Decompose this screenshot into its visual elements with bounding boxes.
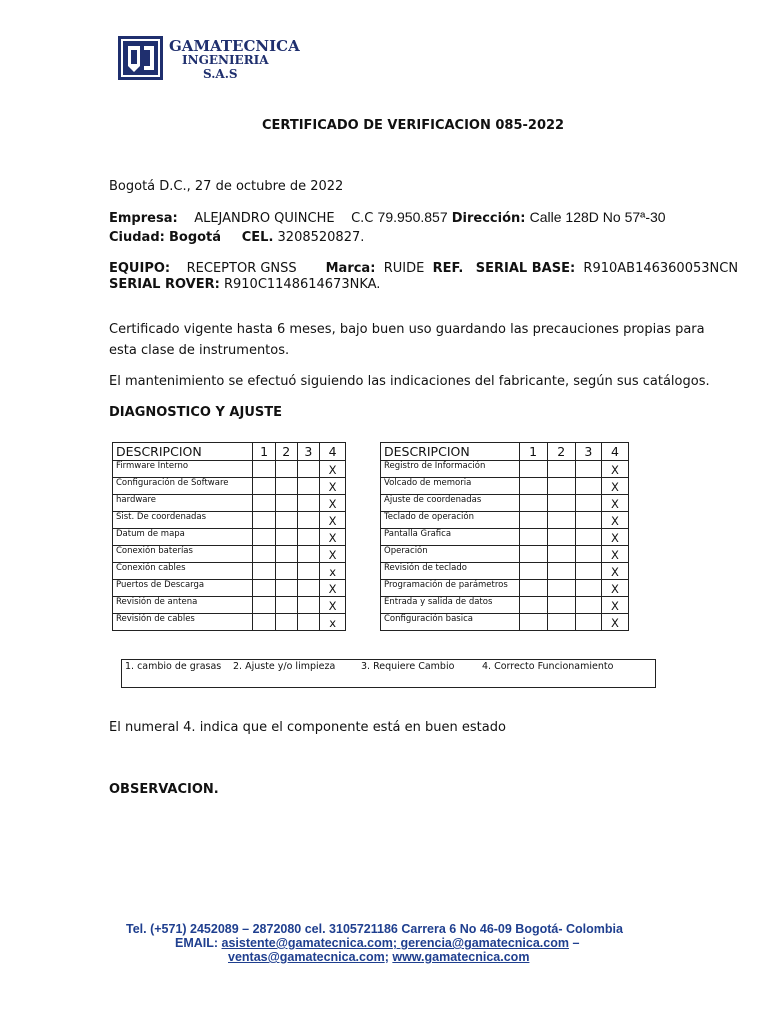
legend-item-1: 1. cambio de grasas bbox=[125, 661, 222, 672]
cel-value: 3208520827. bbox=[277, 230, 365, 245]
equipo-line bbox=[109, 261, 738, 276]
row-description: Sist. De coordenadas bbox=[113, 512, 253, 529]
email-link-asistente[interactable]: asistente@gamatecnica.com bbox=[221, 936, 393, 950]
table-row bbox=[381, 546, 629, 563]
marca-value: RUIDE bbox=[383, 261, 425, 276]
equipo-label: EQUIPO: bbox=[109, 261, 171, 276]
row-col-4-mark: X bbox=[601, 461, 628, 478]
header-col-1: 1 bbox=[253, 443, 276, 461]
row-col-3 bbox=[575, 563, 601, 580]
empresa-label: Empresa: bbox=[109, 211, 178, 226]
ciudad-label: Ciudad: bbox=[109, 230, 165, 245]
certificate-title: CERTIFICADO DE VERIFICACION 085-2022 bbox=[262, 118, 565, 133]
equipo-value: RECEPTOR GNSS bbox=[186, 261, 297, 276]
row-col-3 bbox=[575, 580, 601, 597]
row-col-3 bbox=[297, 546, 320, 563]
table-row bbox=[381, 614, 629, 631]
row-col-2 bbox=[275, 546, 297, 563]
table-row bbox=[113, 580, 346, 597]
row-col-3 bbox=[297, 478, 320, 495]
table-row bbox=[113, 614, 346, 631]
row-col-4-mark: X bbox=[601, 614, 628, 631]
row-col-1 bbox=[519, 546, 547, 563]
table-row bbox=[381, 597, 629, 614]
row-col-4-mark: X bbox=[320, 529, 346, 546]
row-description: Conexión cables bbox=[113, 563, 253, 580]
row-col-3 bbox=[297, 614, 320, 631]
legend-item-4: 4. Correcto Funcionamiento bbox=[482, 661, 614, 672]
row-description: Programación de parámetros bbox=[381, 580, 520, 597]
email-link-ventas[interactable]: ventas@gamatecnica.com bbox=[228, 950, 385, 964]
row-col-1 bbox=[519, 461, 547, 478]
row-col-4-mark: X bbox=[601, 512, 628, 529]
row-col-1 bbox=[253, 495, 276, 512]
row-col-2 bbox=[547, 614, 575, 631]
row-col-4-mark: X bbox=[601, 478, 628, 495]
empresa-value: ALEJANDRO QUINCHE bbox=[194, 211, 335, 226]
diagnostic-table-left bbox=[112, 442, 346, 631]
table-row bbox=[381, 563, 629, 580]
header-col-3: 3 bbox=[575, 443, 601, 461]
table-row bbox=[113, 597, 346, 614]
row-col-4-mark: X bbox=[320, 461, 346, 478]
row-col-1 bbox=[253, 461, 276, 478]
maintenance-paragraph: El mantenimiento se efectuó siguiendo las indicaciones del fabricante, según sus catálogos. bbox=[109, 374, 710, 389]
row-col-3 bbox=[575, 614, 601, 631]
row-description: Pantalla Grafica bbox=[381, 529, 520, 546]
logo-subtitle: INGENIERIA bbox=[182, 53, 269, 67]
row-col-1 bbox=[519, 580, 547, 597]
row-description: Volcado de memoria bbox=[381, 478, 520, 495]
legend-item-3: 3. Requiere Cambio bbox=[361, 661, 455, 672]
legend-item-2: 2. Ajuste y/o limpieza bbox=[233, 661, 336, 672]
row-col-3 bbox=[575, 512, 601, 529]
row-col-2 bbox=[275, 478, 297, 495]
row-col-2 bbox=[275, 563, 297, 580]
row-col-3 bbox=[297, 529, 320, 546]
table-row bbox=[113, 478, 346, 495]
legend-box bbox=[121, 659, 656, 688]
cc-value: 79.950.857 bbox=[377, 209, 448, 225]
row-col-2 bbox=[275, 580, 297, 597]
header-col-2: 2 bbox=[547, 443, 575, 461]
validity-paragraph-line1: Certificado vigente hasta 6 meses, bajo buen uso guardando las precauciones propias para bbox=[109, 322, 705, 337]
row-col-3 bbox=[575, 546, 601, 563]
row-description: Revisión de teclado bbox=[381, 563, 520, 580]
row-col-3 bbox=[297, 597, 320, 614]
marca-label: Marca: bbox=[325, 261, 376, 276]
row-col-4-mark: X bbox=[320, 495, 346, 512]
row-col-1 bbox=[253, 563, 276, 580]
row-col-3 bbox=[297, 563, 320, 580]
cel-label: CEL. bbox=[241, 230, 274, 245]
row-col-1 bbox=[519, 512, 547, 529]
header-description: DESCRIPCION bbox=[381, 443, 520, 461]
row-col-1 bbox=[519, 563, 547, 580]
row-col-3 bbox=[575, 478, 601, 495]
row-description: Revisión de cables bbox=[113, 614, 253, 631]
numeral-note: El numeral 4. indica que el componente está en buen estado bbox=[109, 720, 506, 735]
row-col-4-mark: X bbox=[601, 529, 628, 546]
serial-base-value: R910AB146360053NCN bbox=[583, 261, 739, 276]
cc-label: C.C bbox=[351, 211, 374, 226]
row-col-3 bbox=[297, 495, 320, 512]
row-col-3 bbox=[575, 495, 601, 512]
footer-email-label: EMAIL: bbox=[175, 936, 222, 950]
row-col-3 bbox=[297, 580, 320, 597]
table-row bbox=[381, 461, 629, 478]
row-col-3 bbox=[575, 529, 601, 546]
header-description: DESCRIPCION bbox=[113, 443, 253, 461]
row-col-1 bbox=[253, 597, 276, 614]
footer-email-line bbox=[175, 936, 579, 950]
footer-separator: ; bbox=[384, 950, 393, 964]
row-description: Entrada y salida de datos bbox=[381, 597, 520, 614]
footer-web-line bbox=[228, 950, 529, 964]
row-description: Configuración basica bbox=[381, 614, 520, 631]
row-col-1 bbox=[519, 495, 547, 512]
table-row bbox=[381, 580, 629, 597]
row-col-1 bbox=[253, 580, 276, 597]
table-header-row bbox=[381, 443, 629, 461]
ciudad-line bbox=[109, 230, 364, 245]
row-description: Conexión baterías bbox=[113, 546, 253, 563]
row-col-4-mark: X bbox=[601, 546, 628, 563]
table-row bbox=[381, 512, 629, 529]
date-line: Bogotá D.C., 27 de octubre de 2022 bbox=[109, 179, 344, 194]
row-col-4-mark: X bbox=[320, 478, 346, 495]
row-col-3 bbox=[575, 597, 601, 614]
ref-label: REF. bbox=[432, 261, 464, 276]
observation-label: OBSERVACION. bbox=[109, 782, 219, 797]
row-col-4-mark: X bbox=[320, 546, 346, 563]
row-col-1 bbox=[253, 546, 276, 563]
row-col-4-mark: X bbox=[601, 563, 628, 580]
row-col-2 bbox=[275, 461, 297, 478]
row-col-2 bbox=[275, 495, 297, 512]
row-description: Firmware Interno bbox=[113, 461, 253, 478]
row-description: hardware bbox=[113, 495, 253, 512]
row-description: Datum de mapa bbox=[113, 529, 253, 546]
logo-name: GAMATECNICA bbox=[169, 37, 300, 55]
table-row bbox=[113, 563, 346, 580]
row-col-1 bbox=[519, 614, 547, 631]
table-row bbox=[381, 495, 629, 512]
row-col-1 bbox=[253, 478, 276, 495]
ciudad-value: Bogotá bbox=[168, 230, 222, 245]
table-header-row bbox=[113, 443, 346, 461]
row-col-4-mark: X bbox=[601, 597, 628, 614]
row-col-4-mark: X bbox=[601, 580, 628, 597]
table-row bbox=[113, 529, 346, 546]
header-col-3: 3 bbox=[297, 443, 320, 461]
serial-base-label: SERIAL BASE: bbox=[475, 261, 576, 276]
row-description: Puertos de Descarga bbox=[113, 580, 253, 597]
row-col-4-mark: x bbox=[320, 614, 346, 631]
row-col-1 bbox=[519, 478, 547, 495]
table-row bbox=[113, 512, 346, 529]
diagnostic-heading: DIAGNOSTICO Y AJUSTE bbox=[109, 405, 282, 420]
email-separator: ; bbox=[392, 936, 401, 950]
serial-rover-value: R910C1148614673NKA. bbox=[223, 277, 381, 292]
diagnostic-table-right bbox=[380, 442, 629, 631]
table-row bbox=[381, 478, 629, 495]
gamatecnica-logo-icon bbox=[118, 36, 163, 80]
header-col-4: 4 bbox=[601, 443, 628, 461]
row-col-3 bbox=[297, 512, 320, 529]
row-col-2 bbox=[275, 529, 297, 546]
row-col-2 bbox=[547, 597, 575, 614]
row-col-2 bbox=[275, 614, 297, 631]
header-col-4: 4 bbox=[320, 443, 346, 461]
row-col-2 bbox=[547, 495, 575, 512]
row-description: Registro de Información bbox=[381, 461, 520, 478]
footer-contact-line: Tel. (+571) 2452089 – 2872080 cel. 3105721186 Carrera 6 No 46-09 Bogotá- Colombia bbox=[126, 922, 623, 936]
table-row bbox=[113, 461, 346, 478]
row-col-4-mark: x bbox=[320, 563, 346, 580]
row-col-2 bbox=[547, 512, 575, 529]
row-col-3 bbox=[575, 461, 601, 478]
direccion-value: Calle 128D No 57ª-30 bbox=[529, 209, 666, 225]
row-col-2 bbox=[275, 512, 297, 529]
row-col-2 bbox=[547, 546, 575, 563]
direccion-label: Dirección: bbox=[451, 211, 526, 226]
row-col-3 bbox=[297, 461, 320, 478]
empresa-line bbox=[109, 209, 666, 226]
row-col-1 bbox=[253, 614, 276, 631]
row-col-1 bbox=[253, 529, 276, 546]
table-row bbox=[113, 546, 346, 563]
row-col-2 bbox=[275, 597, 297, 614]
row-description: Teclado de operación bbox=[381, 512, 520, 529]
validity-paragraph-line2: esta clase de instrumentos. bbox=[109, 343, 290, 358]
row-col-2 bbox=[547, 529, 575, 546]
row-col-2 bbox=[547, 478, 575, 495]
row-col-1 bbox=[519, 597, 547, 614]
row-description: Ajuste de coordenadas bbox=[381, 495, 520, 512]
row-col-2 bbox=[547, 580, 575, 597]
header-col-1: 1 bbox=[519, 443, 547, 461]
logo-sas: S.A.S bbox=[203, 67, 238, 81]
row-description: Configuración de Software bbox=[113, 478, 253, 495]
row-description: Operación bbox=[381, 546, 520, 563]
serial-rover-line bbox=[109, 277, 380, 292]
header-col-2: 2 bbox=[275, 443, 297, 461]
row-col-4-mark: X bbox=[601, 495, 628, 512]
row-col-4-mark: X bbox=[320, 580, 346, 597]
row-col-4-mark: X bbox=[320, 512, 346, 529]
email-link-gerencia[interactable]: gerencia@gamatecnica.com bbox=[400, 936, 569, 950]
row-col-2 bbox=[547, 563, 575, 580]
footer-dash: – bbox=[568, 936, 580, 950]
row-description: Revisión de antena bbox=[113, 597, 253, 614]
row-col-1 bbox=[519, 529, 547, 546]
row-col-1 bbox=[253, 512, 276, 529]
table-row bbox=[113, 495, 346, 512]
table-row bbox=[381, 529, 629, 546]
serial-rover-label: SERIAL ROVER: bbox=[109, 277, 220, 292]
row-col-2 bbox=[547, 461, 575, 478]
company-logo bbox=[118, 36, 300, 82]
website-link[interactable]: www.gamatecnica.com bbox=[392, 950, 530, 964]
row-col-4-mark: X bbox=[320, 597, 346, 614]
